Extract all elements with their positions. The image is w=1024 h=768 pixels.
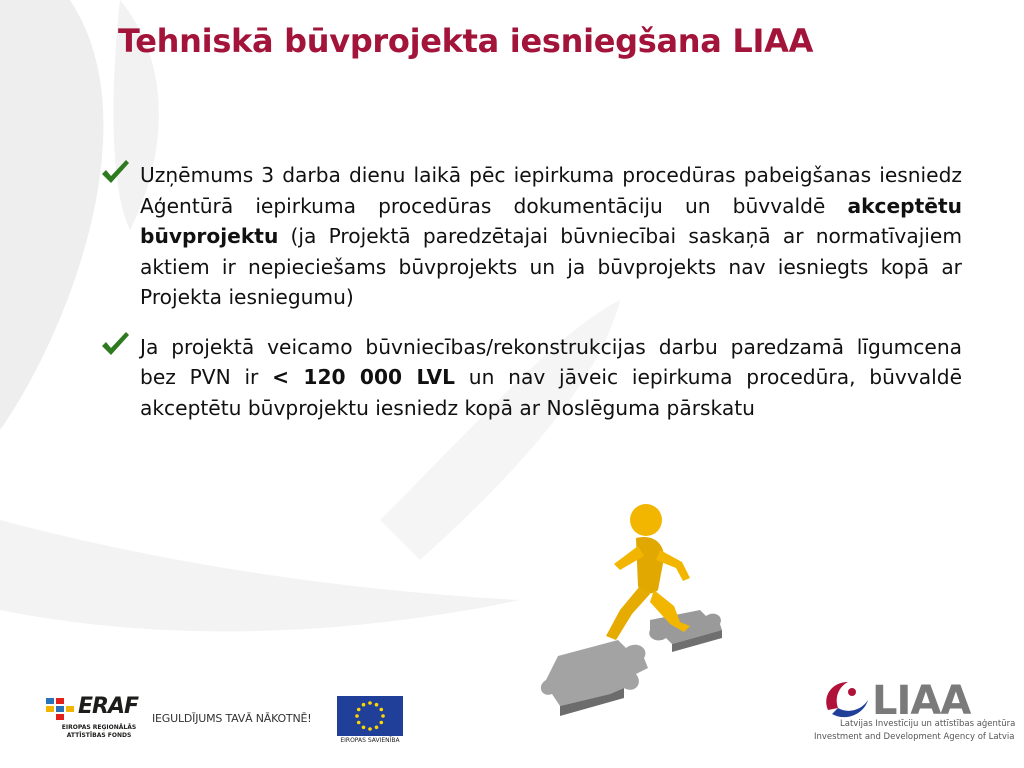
eraf-subtitle: EIROPAS REĢIONĀLĀS ATTĪSTĪBAS FONDS: [61, 724, 137, 739]
eu-logo: [337, 696, 403, 746]
list-item: [100, 332, 962, 424]
footer: [0, 680, 1024, 768]
eu-label: EIROPAS SAVIENĪBA: [340, 737, 400, 744]
eraf-wordmark: ERAF: [78, 694, 139, 719]
check-icon: [100, 158, 130, 186]
bullet-emphasis: akceptētu būvprojektu: [140, 193, 962, 248]
bullet-text: Ja projektā veicamo būvniecības/rekonstrukcijas darbu paredzamā līgumcena bez PVN ir < 120 000 LVL un nav jāveic iepirkuma procedūra, būvvaldē akceptētu būvprojektu iesniedz kopā ar Noslēguma pārskatu: [140, 334, 962, 420]
eraf-mark-icon: [46, 698, 76, 720]
bullet-text: Uzņēmums 3 darba dienu laikā pēc iepirkuma procedūras pabeigšanas iesniedz Aģentūrā iepirkuma procedūras dokumentāciju un būvvaldē akceptētu būvprojektu (ja Projektā paredzētajai būvniecībai saskaņā ar normatīvajiem aktiem ir nepieciešams būvprojekts un ja būvprojekts nav iesniegts kopā ar Projekta iesniegumu): [140, 163, 962, 309]
eu-flag-icon: [337, 696, 403, 736]
liaa-subtitle-lv: Latvijas Investīciju un attīstības aģentūra: [840, 719, 1016, 729]
bullet-list: [100, 160, 962, 442]
list-item: [100, 160, 962, 313]
liaa-wordmark: LIAA: [872, 678, 971, 724]
liaa-logo: [812, 678, 1016, 760]
liaa-mark-icon: [822, 680, 870, 720]
eraf-logo: [46, 694, 146, 754]
liaa-subtitle-en: Investment and Development Agency of Latvia: [814, 732, 1015, 742]
slogan: IEGULDĪJUMS TAVĀ NĀKOTNĒ!: [152, 712, 312, 725]
check-icon: [100, 330, 130, 358]
page-title: Tehniskā būvprojekta iesniegšana LIAA: [118, 22, 814, 60]
bullet-emphasis: < 120 000 LVL: [272, 365, 456, 389]
